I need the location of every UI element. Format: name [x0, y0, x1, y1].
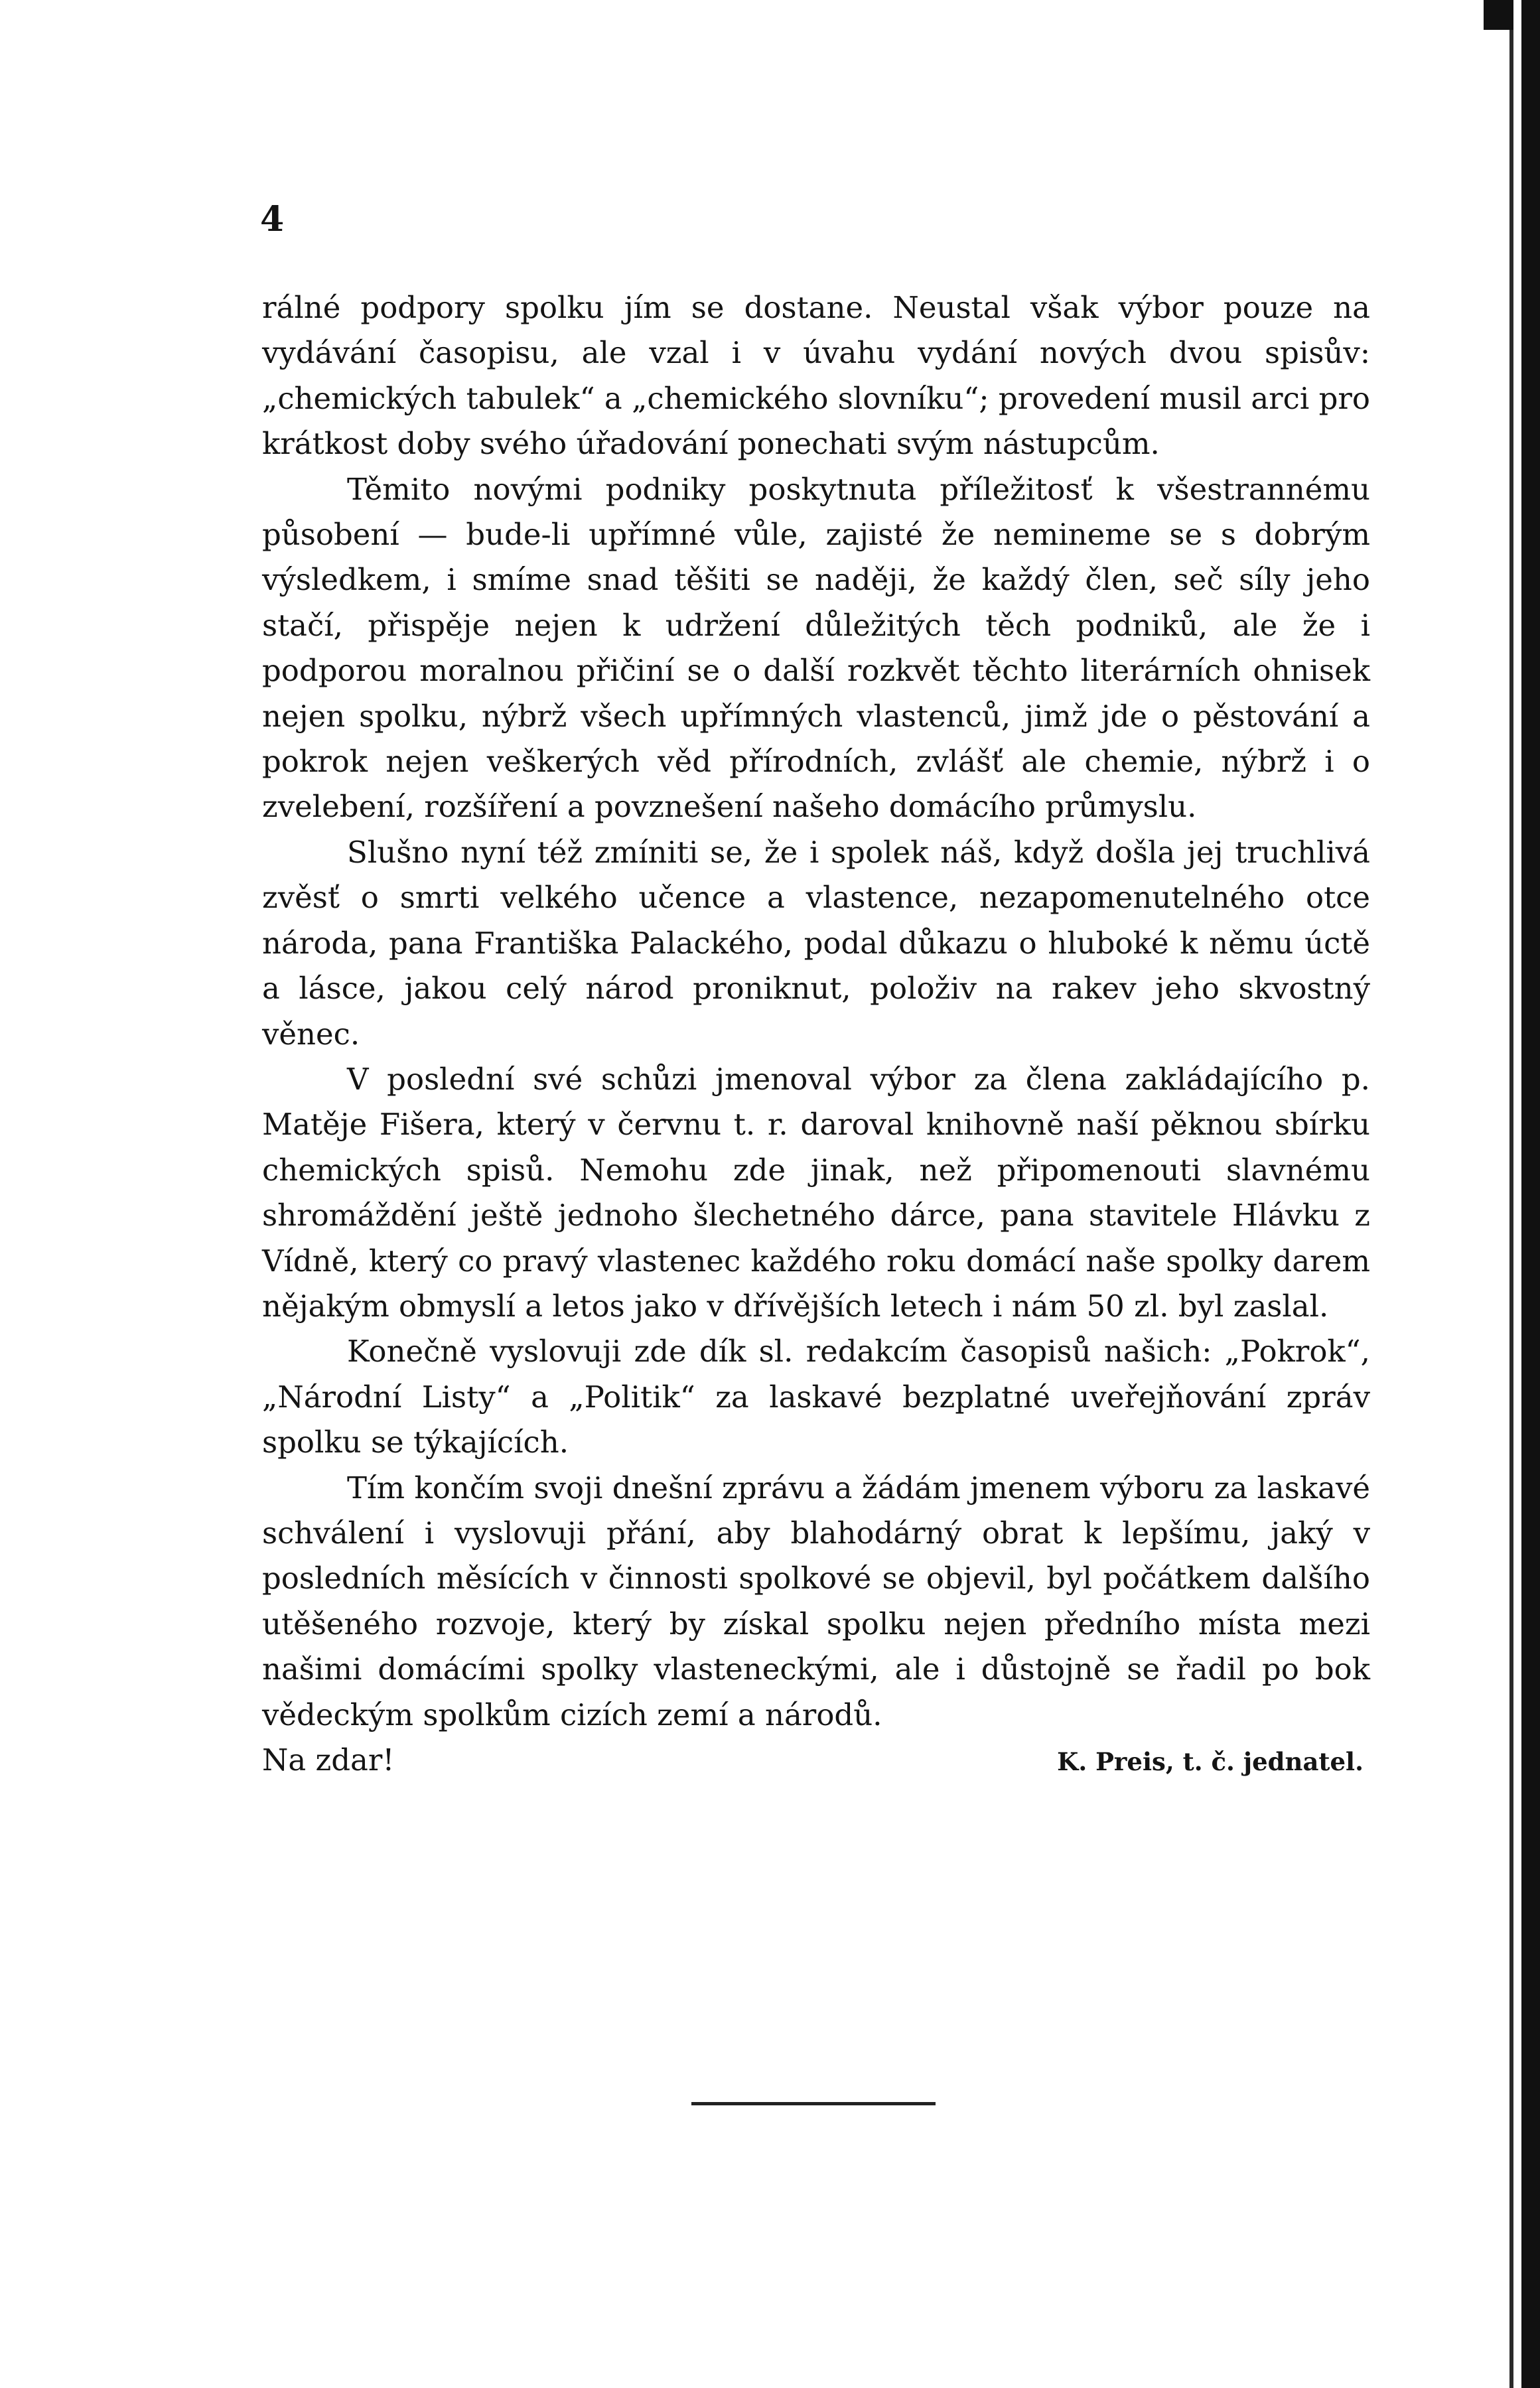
scan-border-inner [1509, 0, 1513, 2388]
closing-row [262, 1738, 1370, 1784]
scan-corner-mark [1484, 0, 1513, 30]
paragraph-2: Těmito novými podniky poskytnuta příležitosť k všestrannému působení — bude-li upřímné vůle, zajisté že nemineme se s dobrým výsledkem, i smíme snad těšiti se naději, že každý člen, seč síly jeho stačí, přispěje nejen k udržení důležitých těch podniků, ale že i podporou moralnou přičiní se o další rozkvět těchto literárních ohnisek nejen spolku, nýbrž všech upřímných vlastenců, jimž jde o pěstování a pokrok nejen veškerých věd přírodních, zvlášť ale chemie, nýbrž i o zvelebení, rozšíření a povznešení našeho domácího průmyslu. [262, 471, 1370, 825]
end-rule [691, 2102, 936, 2105]
paragraph-6: Tím končím svoji dnešní zprávu a žádám jmenem výboru za laskavé schválení i vyslovuji přání, aby blahodárný obrat k lepšímu, jaký v posledních měsících v činnosti spolkové se objevil, byl počátkem dalšího utěšeného rozvoje, který by získal spolku nejen předního místa mezi našimi domácími spolky vlasteneckými, ale i důstojně se řadil po bok vědeckým spolkům cizích zemí a národů. [262, 1470, 1370, 1732]
paragraph-4: V poslední své schůzi jmenoval výbor za člena zakládajícího p. Matěje Fišera, který v červnu t. r. daroval knihovně naší pěknou sbírku chemických spisů. Nemohu zde jinak, než připomenouti slavnému shromáždění ještě jednoho šlechetného dárce, pana stavitele Hlávku z Vídně, který co pravý vlastenec každého roku domácí naše spolky darem nějakým obmyslí a letos jako v dřívějších letech i nám 50 zl. byl zaslal. [262, 1061, 1370, 1324]
closing-text: Na zdar! [262, 1742, 395, 1778]
body-text [262, 285, 1370, 1784]
paragraph-3: Slušno nyní též zmíniti se, že i spolek náš, když došla jej truchlivá zvěsť o smrti velkého učence a vlastence, nezapomenutelného otce národa, pana Františka Palackého, podal důkazu o hluboké k němu úctě a lásce, jakou celý národ proniknut, položiv na rakev jeho skvostný věnec. [262, 834, 1370, 1052]
paragraph-5: Konečně vyslovuji zde dík sl. redakcím časopisů našich: „Pokrok“, „Národní Listy“ a „Politik“ za laskavé bezplatné uveřejňování zpráv spolku se týkajících. [262, 1334, 1370, 1460]
scan-border-right [1521, 0, 1540, 2388]
signature: K. Preis, t. č. jednatel. [1057, 1747, 1364, 1776]
paragraph-1: rálné podpory spolku jím se dostane. Neustal však výbor pouze na vydávání časopisu, ale vzal i v úvahu vydání nových dvou spisův: „chemických tabulek“ a „chemického slovníku“; provedení musil arci pro krátkost doby svého úřadování ponechati svým nástupcům. [262, 290, 1370, 462]
page-number: 4 [260, 199, 285, 240]
